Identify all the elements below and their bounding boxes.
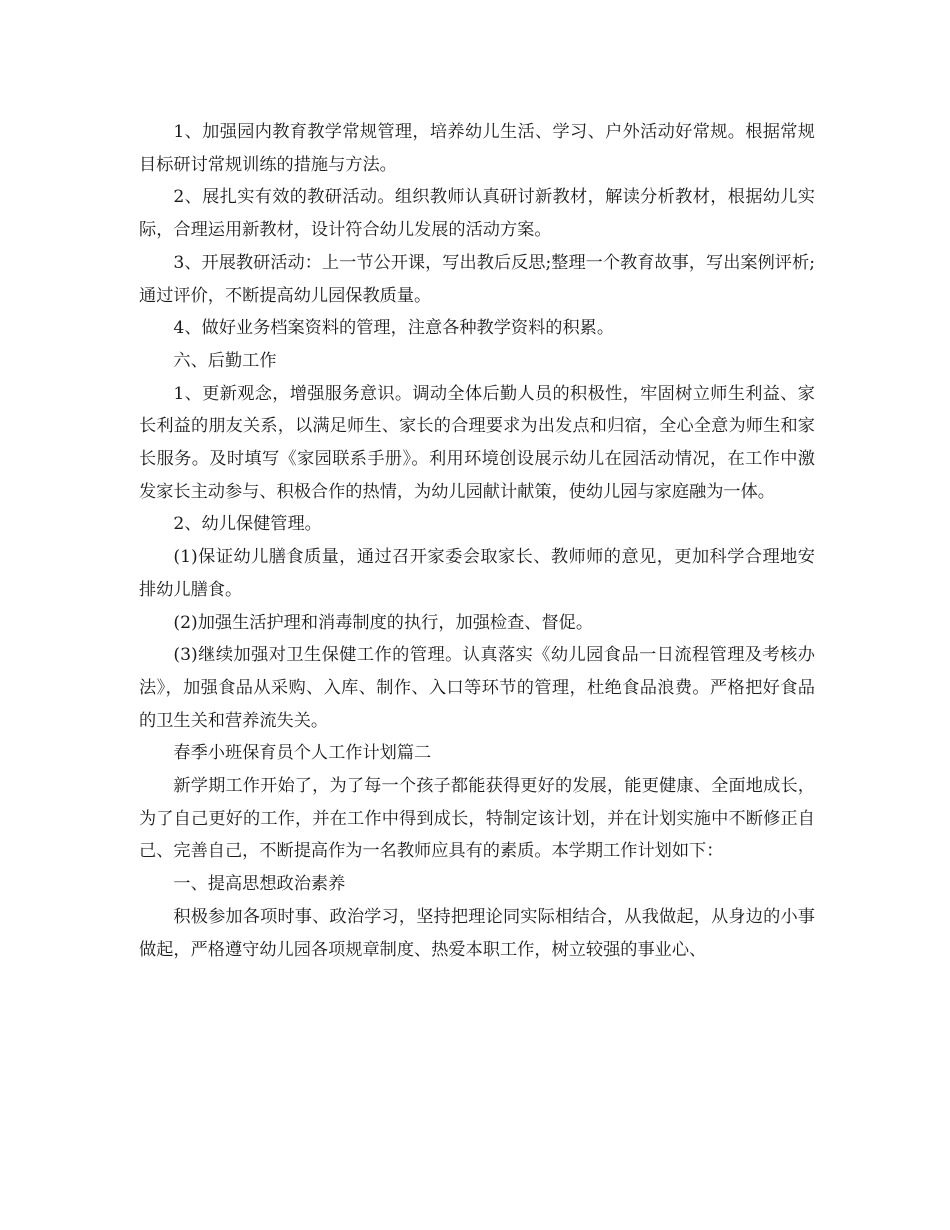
paragraph-6: 2、幼儿保健管理。	[173, 514, 322, 535]
paragraph-1: 1、加强园内教育教学常规管理，培养幼儿生活、学习、户外活动好常规。根据常规目标研讨常规训练的措施与方法。	[139, 122, 815, 175]
article-title-part-two: 春季小班保育员个人工作计划篇二	[173, 743, 432, 764]
paragraph-3: 3、开展教研活动：上一节公开课，写出教后反思;整理一个教育故事，写出案例评析;通过评价，不断提高幼儿园保教质量。	[139, 252, 815, 306]
paragraph-8: (2)加强生活护理和消毒制度的执行，加强检查、督促。	[173, 612, 594, 633]
section-heading-logistics: 六、后勤工作	[173, 350, 277, 371]
paragraph-7: (1)保证幼儿膳食质量，通过召开家委会取家长、教师师的意见，更加科学合理地安排幼儿膳食。	[139, 547, 815, 600]
paragraph-10: 新学期工作开始了，为了每一个孩子都能获得更好的发展，能更健康、全面地成长，为了自己更好的工作，并在工作中得到成长，特制定该计划，并在计划实施中不断修正自己、完善自己，不断提高作为一名教师应具有的素质。本学期工作计划如下：	[139, 776, 815, 862]
section-heading-political: 一、提高思想政治素养	[173, 874, 346, 895]
document-body	[139, 116, 815, 966]
paragraph-11: 积极参加各项时事、政治学习，坚持把理论同实际相结合，从我做起，从身边的小事做起，严格遵守幼儿园各项规章制度、热爱本职工作，树立较强的事业心、	[139, 906, 815, 960]
paragraph-9: (3)继续加强对卫生保健工作的管理。认真落实《幼儿园食品一日流程管理及考核办法》，加强食品从采购、入库、制作、入口等环节的管理，杜绝食品浪费。严格把好食品的卫生关和营养流失关。	[139, 645, 815, 731]
paragraph-4: 4、做好业务档案资料的管理，注意各种教学资料的积累。	[173, 318, 615, 339]
paragraph-2: 2、展扎实有效的教研活动。组织教师认真研讨新教材，解读分析教材，根据幼儿实际，合理运用新教材，设计符合幼儿发展的活动方案。	[139, 187, 815, 241]
paragraph-5: 1、更新观念，增强服务意识。调动全体后勤人员的积极性，牢固树立师生利益、家长利益的朋友关系，以满足师生、家长的合理要求为出发点和归宿，全心全意为师生和家长服务。及时填写《家园联系手册》。利用环境创设展示幼儿在园活动情况，在工作中激发家长主动参与、积极合作的热情，为幼儿园献计献策，使幼儿园与家庭融为一体。	[139, 383, 815, 502]
